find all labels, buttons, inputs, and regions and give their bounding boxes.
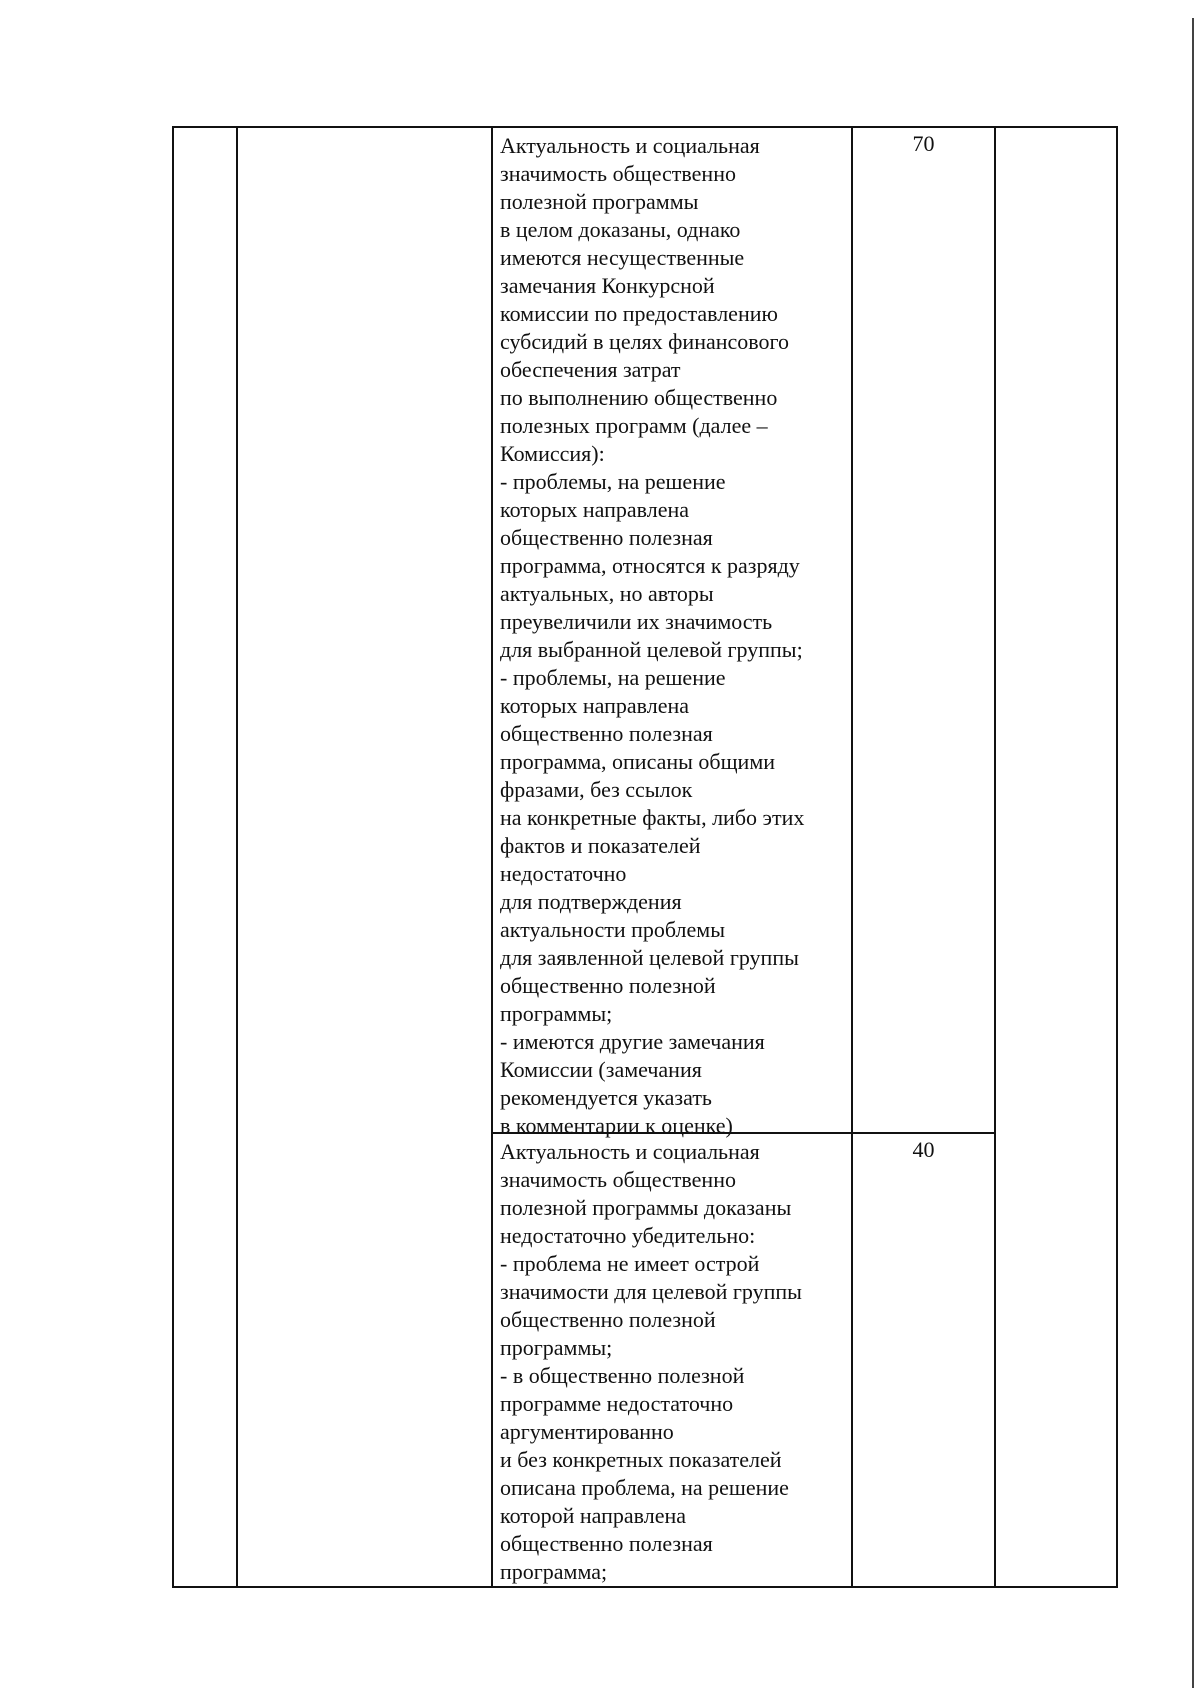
score-row-2: 40: [912, 1137, 935, 1162]
column-divider-1: [236, 128, 238, 1586]
column-divider-3: [851, 128, 853, 1586]
criterion-text-row-1: Актуальность и социальная значимость общественно полезной программы в целом доказаны, однако имеются несущественные замечания Конкурсной комиссии по предоставлению субсидий в целях финансового обеспечения затрат по выполнению общественно полезных программ (далее – Комиссия): - проблемы, на решение которых направлена общественно полезная программа, относятся к разряду актуальных, но авторы преувеличили их значимость для выбранной целевой группы; - проблемы, на решение которых направлена общественно полезная программа, описаны общими фразами, без ссылок на конкретные факты, либо этих фактов и показателей недостаточно для подтверждения актуальности проблемы для заявленной целевой группы общественно полезной программы; - имеются другие замечания Комиссии (замечания рекомендуется указать в комментарии к оценке): [500, 133, 805, 1138]
score-row-1: 70: [912, 131, 935, 156]
scan-page-edge: [1192, 18, 1194, 1688]
column-divider-4: [994, 128, 996, 1586]
criterion-text-row-2: Актуальность и социальная значимость общественно полезной программы доказаны недостаточно убедительно: - проблема не имеет острой значимости для целевой группы общественно полезной программы; - в общественно полезной программе недостаточно аргументированно и без конкретных показателей описана проблема, на решение которой направлена общественно полезная программа;: [500, 1139, 802, 1584]
evaluation-criteria-table: [172, 126, 1118, 1588]
column-divider-2: [491, 128, 493, 1586]
